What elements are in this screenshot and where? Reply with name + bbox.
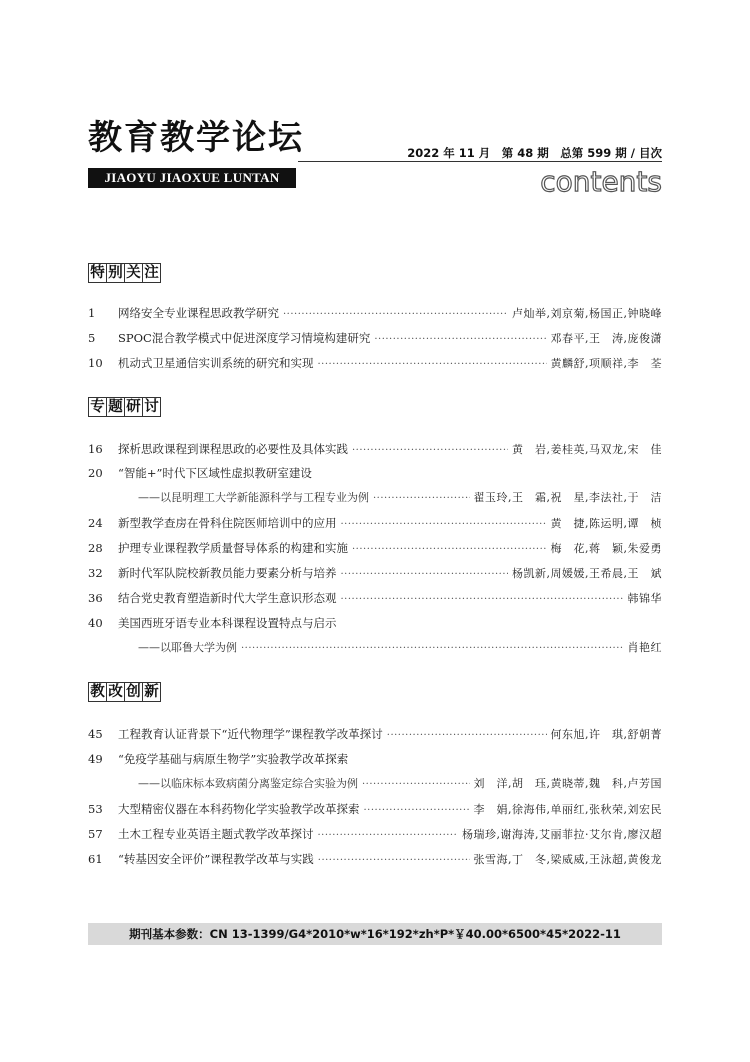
toc-entry-subtitle[interactable] [88, 489, 662, 507]
article-title: “智能+”时代下区域性虚拟教研室建设 [118, 466, 312, 480]
article-authors: 黄 捷,陈运明,谭 桢 [550, 517, 662, 530]
contents-label: contents [540, 165, 662, 198]
leader-dots [318, 827, 459, 845]
leader-dots [341, 566, 509, 584]
leader-dots [283, 306, 508, 324]
article-title: 结合党史教育塑造新时代大学生意识形态观 [118, 591, 337, 605]
page-number: 61 [88, 852, 103, 866]
section-char: 注 [142, 263, 161, 283]
article-title: “转基因安全评价”课程教学改革与实践 [118, 852, 314, 866]
toc-entry-subtitle[interactable] [88, 775, 662, 793]
article-authors: 杨瑞珍,谢海涛,艾丽菲拉·艾尔肯,廖汉超 [462, 828, 662, 841]
toc-entry[interactable] [88, 329, 662, 347]
article-authors: 李 娟,徐海伟,单丽红,张秋荣,刘宏民 [473, 803, 662, 816]
journal-pinyin: JIAOYU JIAOXUE LUNTAN [88, 168, 296, 188]
article-title: 新时代军队院校新教员能力要素分析与培养 [118, 566, 337, 580]
leader-dots [341, 591, 624, 609]
leader-dots [387, 727, 547, 745]
section-char: 研 [124, 397, 143, 417]
article-authors: 梅 花,蒋 颖,朱爱勇 [550, 542, 662, 555]
leader-dots [318, 852, 470, 870]
section-char: 专 [88, 397, 107, 417]
article-authors: 杨凯新,周媛媛,王希晨,王 斌 [512, 567, 662, 580]
page-number: 49 [88, 752, 103, 766]
toc-entry[interactable] [88, 614, 662, 632]
article-title: 新型教学查房在骨科住院医师培训中的应用 [118, 516, 337, 530]
toc-entry[interactable] [88, 825, 662, 843]
toc-entry[interactable] [88, 850, 662, 868]
article-title: 探析思政课程到课程思政的必要性及具体实践 [118, 442, 348, 456]
header-rule [298, 161, 662, 162]
article-title: “免疫学基础与病原生物学”实验教学改革探索 [118, 752, 349, 766]
leader-dots [241, 640, 624, 658]
section-heading-special-focus [88, 263, 160, 283]
toc-entry[interactable] [88, 539, 662, 557]
page-number: 40 [88, 616, 103, 630]
toc-entry[interactable] [88, 440, 662, 458]
leader-dots [374, 331, 546, 349]
issue-info: 2022 年 11 月 第 48 期 总第 599 期 / 目次 [407, 146, 662, 160]
article-authors: 卢灿举,刘京菊,杨国正,钟晓峰 [512, 307, 662, 320]
page-number: 5 [88, 331, 96, 345]
toc-entry[interactable] [88, 800, 662, 818]
article-title: 大型精密仪器在本科药物化学实验教学改革探索 [118, 802, 360, 816]
toc-entry[interactable] [88, 589, 662, 607]
article-authors: 翟玉玲,王 霜,祝 星,李法社,于 洁 [473, 491, 662, 504]
section-heading-teaching-reform [88, 682, 160, 702]
journal-parameters-bar: 期刊基本参数：CN 13-1399/G4*2010*w*16*192*zh*P*￥40.00*6500*45*2022-11 [88, 923, 662, 945]
page-number: 20 [88, 466, 103, 480]
article-authors: 何东旭,许 琪,舒朝菁 [550, 728, 662, 741]
leader-dots [352, 541, 547, 559]
section-char: 创 [124, 682, 143, 702]
toc-entry[interactable] [88, 750, 662, 768]
leader-dots [352, 442, 508, 460]
toc-entry[interactable] [88, 304, 662, 322]
article-title: 工程教育认证背景下“近代物理学”课程教学改革探讨 [118, 727, 383, 741]
toc-entry-subtitle[interactable] [88, 639, 662, 657]
section-char: 关 [124, 263, 143, 283]
section-char: 改 [106, 682, 125, 702]
article-authors: 邓春平,王 涛,庞俊潇 [550, 332, 662, 345]
section-char: 题 [106, 397, 125, 417]
page-number: 53 [88, 802, 103, 816]
leader-dots [373, 490, 470, 508]
section-char: 别 [106, 263, 125, 283]
article-authors: 韩锦华 [627, 592, 662, 605]
toc-entry[interactable] [88, 514, 662, 532]
page-number: 28 [88, 541, 103, 555]
page-number: 16 [88, 442, 103, 456]
article-authors: 黄麟舒,项顺祥,李 荃 [550, 357, 662, 370]
section-char: 新 [142, 682, 161, 702]
article-title: 网络安全专业课程思政教学研究 [118, 306, 279, 320]
article-title: 机动式卫星通信实训系统的研究和实现 [118, 356, 314, 370]
page-number: 57 [88, 827, 103, 841]
page-number: 45 [88, 727, 103, 741]
section-char: 特 [88, 263, 107, 283]
article-authors: 刘 洋,胡 珏,黄晓蒂,魏 科,卢芳国 [473, 777, 662, 790]
article-authors: 肖艳红 [627, 641, 662, 654]
section-char: 讨 [142, 397, 161, 417]
leader-dots [362, 776, 470, 794]
section-char: 教 [88, 682, 107, 702]
toc-entry[interactable] [88, 564, 662, 582]
journal-title: 教育教学论坛 [88, 118, 304, 158]
article-authors: 张雪海,丁 冬,梁威威,王泳超,黄俊龙 [473, 853, 662, 866]
article-subtitle: ——以临床标本致病菌分离鉴定综合实验为例 [138, 777, 358, 790]
leader-dots [318, 356, 547, 374]
article-title: 土木工程专业英语主题式教学改革探讨 [118, 827, 314, 841]
toc-entry[interactable] [88, 464, 662, 482]
page-number: 36 [88, 591, 103, 605]
toc-entry[interactable] [88, 354, 662, 372]
article-subtitle: ——以昆明理工大学新能源科学与工程专业为例 [138, 491, 369, 504]
article-title: 美国西班牙语专业本科课程设置特点与启示 [118, 616, 337, 630]
leader-dots [341, 516, 547, 534]
leader-dots [364, 802, 470, 820]
article-title: SPOC混合教学模式中促进深度学习情境构建研究 [118, 331, 371, 345]
article-title: 护理专业课程教学质量督导体系的构建和实施 [118, 541, 348, 555]
article-subtitle: ——以耶鲁大学为例 [138, 641, 237, 654]
article-authors: 黄 岩,姜桂英,马双龙,宋 佳 [512, 443, 662, 456]
section-heading-special-topic [88, 397, 160, 417]
page-number: 24 [88, 516, 103, 530]
toc-entry[interactable] [88, 725, 662, 743]
page-number: 1 [88, 306, 96, 320]
page-number: 10 [88, 356, 103, 370]
page-number: 32 [88, 566, 103, 580]
